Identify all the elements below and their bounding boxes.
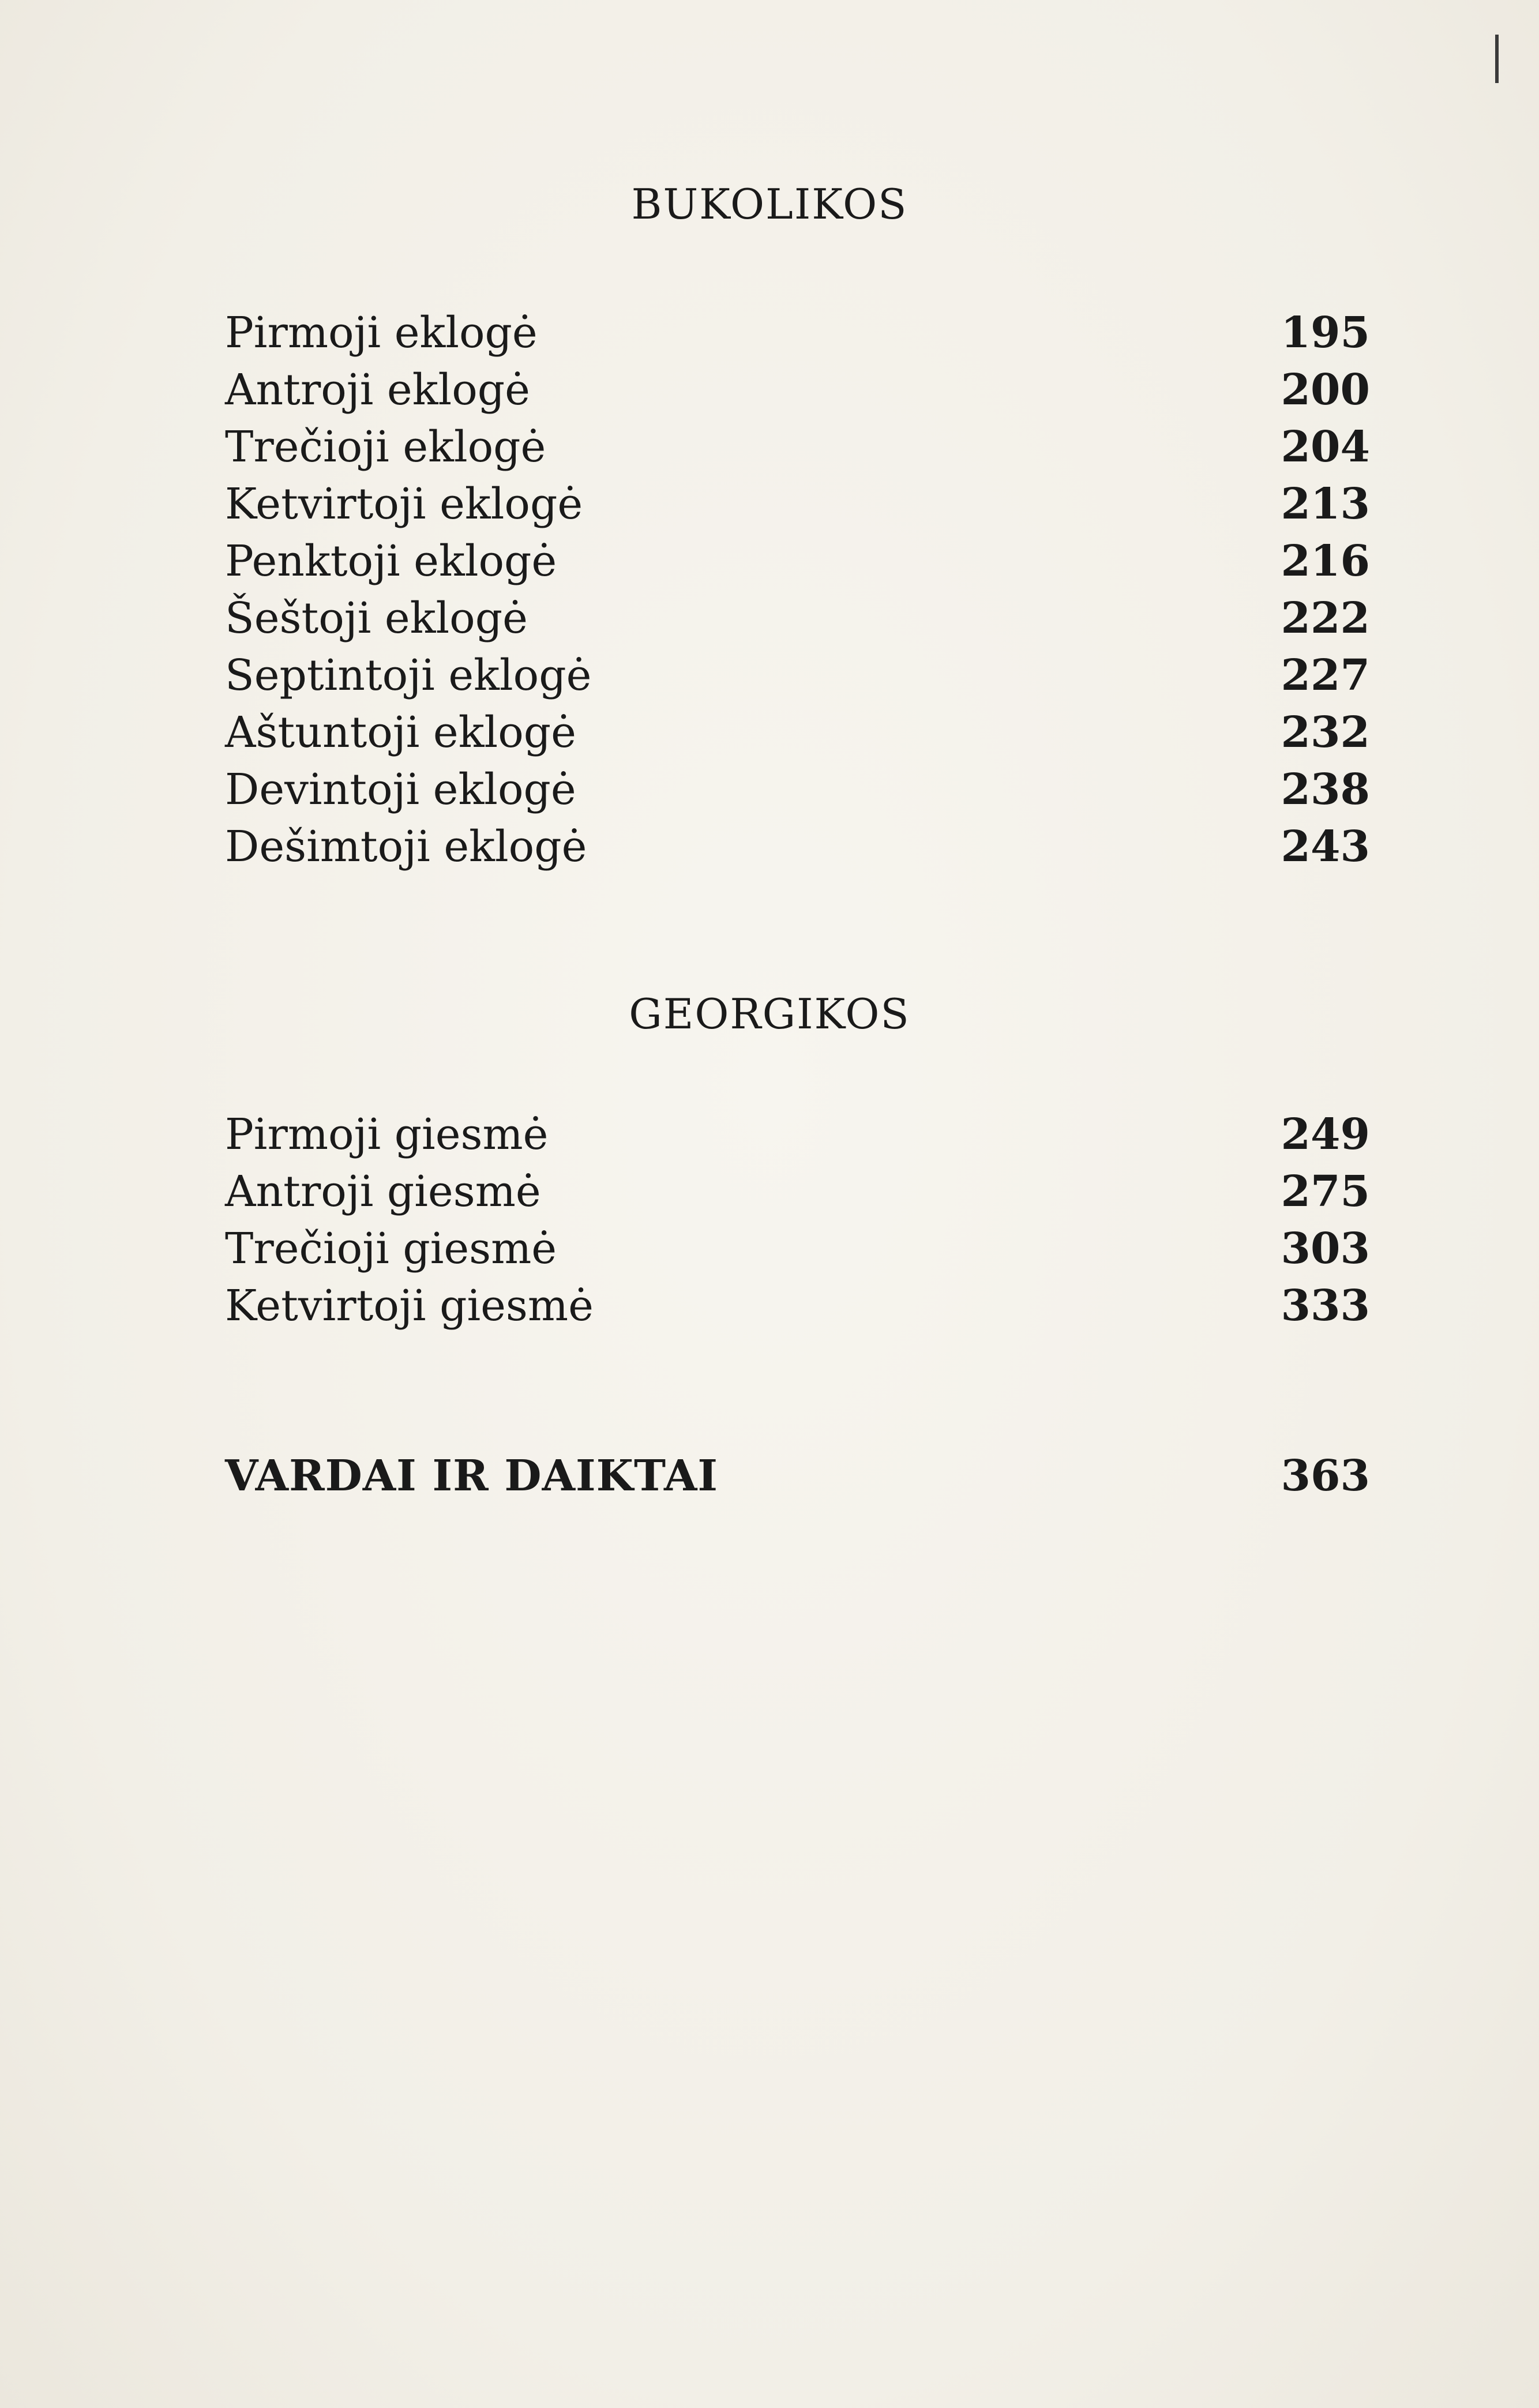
toc-entry-page: 303 [1281,1224,1370,1274]
toc-entry[interactable] [225,419,1370,476]
toc-entry[interactable] [225,590,1370,647]
section-heading-georgikos: GEORGIKOS [629,990,910,1038]
toc-entry-page: 363 [1281,1451,1370,1501]
toc-entry-page: 213 [1281,479,1370,529]
toc-entry-title: Aštuntoji eklogė [225,708,576,757]
toc-entry-title: Antroji giesmė [225,1167,541,1216]
toc-entry-title: Antroji eklogė [225,365,530,415]
toc-entry-page: 275 [1281,1167,1370,1216]
toc-entry-page: 204 [1281,422,1370,472]
toc-entry[interactable] [225,362,1370,419]
toc-entry-page: 243 [1281,822,1370,871]
toc-entry-page: 195 [1281,308,1370,358]
toc-entry-page: 333 [1281,1281,1370,1331]
toc-entry[interactable] [225,818,1370,876]
toc-entry-page: 222 [1281,593,1370,643]
toc-entry-title: Penktoji eklogė [225,536,557,586]
toc-entry-title: Dešimtoji eklogė [225,822,587,871]
toc-entry[interactable] [225,1106,1370,1163]
toc-entry-title: Septintoji eklogė [225,651,592,700]
toc-entry[interactable] [225,1220,1370,1278]
toc-list-georgikos [225,1106,1370,1335]
toc-entry-page: 216 [1281,536,1370,586]
toc-entry-page: 200 [1281,365,1370,415]
toc-entry[interactable] [225,704,1370,761]
toc-entry[interactable] [225,533,1370,590]
toc-entry-title: Trečioji giesmė [225,1224,557,1274]
toc-entry-title: Ketvirtoji eklogė [225,479,583,529]
toc-entry[interactable] [225,1163,1370,1220]
section-heading-bukolikos: BUKOLIKOS [631,180,908,228]
toc-entry-page: 227 [1281,651,1370,700]
toc-entry-title: Pirmoji giesmė [225,1110,549,1159]
toc-entry-title: Devintoji eklogė [225,765,576,814]
toc-entry-index[interactable] [225,1448,1370,1505]
toc-entry-title: Ketvirtoji giesmė [225,1281,594,1331]
toc-entry-page: 238 [1281,765,1370,814]
toc-list-bukolikos [225,305,1370,876]
toc-entry-title: VARDAI IR DAIKTAI [225,1451,718,1501]
toc-entry-title: Šeštoji eklogė [225,593,528,643]
toc-entry-page: 249 [1281,1110,1370,1159]
page-edge-mark [1495,35,1499,83]
toc-entry-title: Trečioji eklogė [225,422,546,472]
toc-entry[interactable] [225,761,1370,818]
toc-entry[interactable] [225,1278,1370,1335]
toc-entry[interactable] [225,647,1370,704]
toc-entry-title: Pirmoji eklogė [225,308,538,358]
toc-entry-page: 232 [1281,708,1370,757]
toc-entry[interactable] [225,305,1370,362]
toc-entry[interactable] [225,476,1370,533]
